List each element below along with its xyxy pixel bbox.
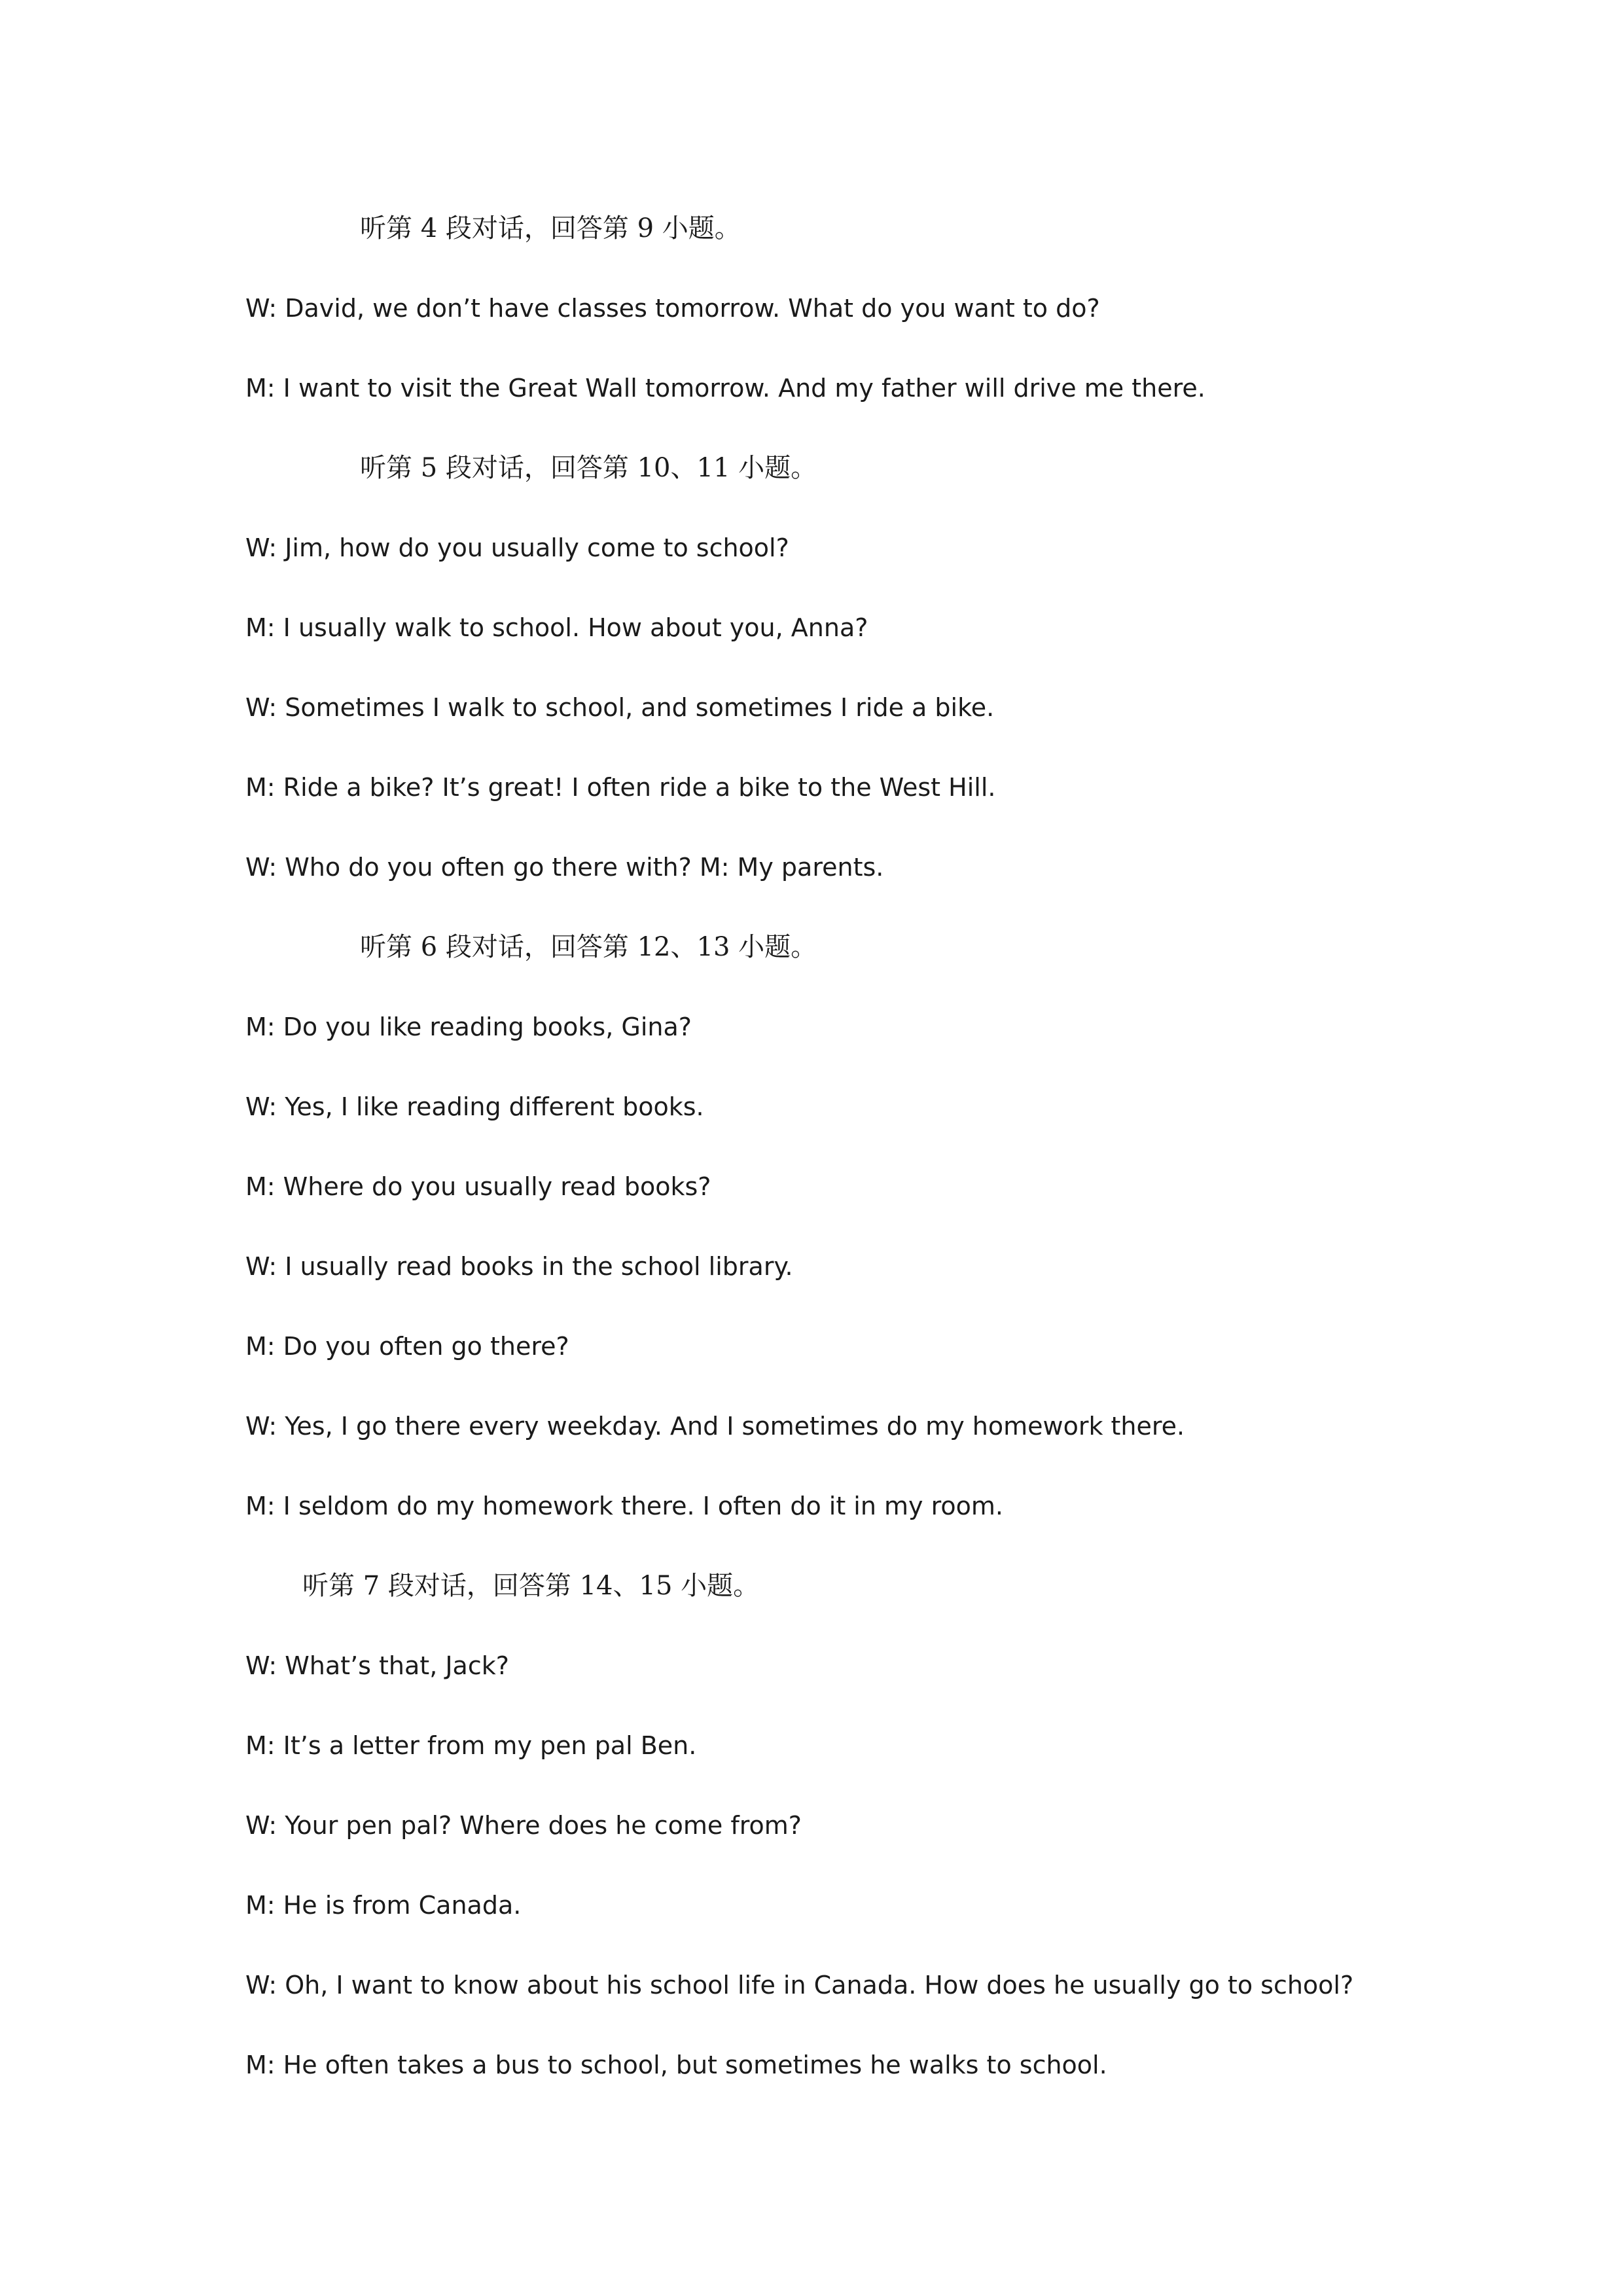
- dialogue-line: W: Jim, how do you usually come to school?: [245, 533, 789, 562]
- section-heading-7: 听第 7 段对话，回答第 14、15 小题。: [302, 1571, 760, 1601]
- dialogue-line: M: Where do you usually read books?: [245, 1172, 711, 1201]
- dialogue-line: M: Do you like reading books, Gina?: [245, 1013, 692, 1041]
- section-heading-4: 听第 4 段对话，回答第 9 小题。: [360, 213, 741, 243]
- section-heading-6: 听第 6 段对话，回答第 12、13 小题。: [360, 932, 817, 962]
- dialogue-line: W: Who do you often go there with? M: My parents.: [245, 853, 884, 882]
- dialogue-line: W: What’s that, Jack?: [245, 1651, 509, 1680]
- dialogue-line: W: Sometimes I walk to school, and sometimes I ride a bike.: [245, 693, 995, 722]
- dialogue-line: W: Yes, I go there every weekday. And I sometimes do my homework there.: [245, 1412, 1185, 1441]
- section-heading-5: 听第 5 段对话，回答第 10、11 小题。: [360, 453, 817, 483]
- dialogue-line: W: Your pen pal? Where does he come from?: [245, 1811, 802, 1840]
- dialogue-line: W: Oh, I want to know about his school life in Canada. How does he usually go to school?: [245, 1971, 1354, 2000]
- dialogue-line: M: Do you often go there?: [245, 1332, 569, 1361]
- dialogue-line: W: I usually read books in the school library.: [245, 1252, 793, 1281]
- dialogue-line: M: Ride a bike? It’s great! I often ride a bike to the West Hill.: [245, 773, 996, 802]
- dialogue-line: W: Yes, I like reading different books.: [245, 1092, 704, 1121]
- dialogue-line: M: I seldom do my homework there. I often do it in my room.: [245, 1492, 1003, 1520]
- dialogue-line: M: It’s a letter from my pen pal Ben.: [245, 1731, 697, 1760]
- dialogue-line: M: He often takes a bus to school, but sometimes he walks to school.: [245, 2051, 1107, 2079]
- dialogue-line: M: He is from Canada.: [245, 1891, 522, 1920]
- dialogue-line: M: I want to visit the Great Wall tomorrow. And my father will drive me there.: [245, 374, 1205, 403]
- dialogue-line: M: I usually walk to school. How about you, Anna?: [245, 613, 868, 642]
- dialogue-line: W: David, we don’t have classes tomorrow. What do you want to do?: [245, 294, 1100, 323]
